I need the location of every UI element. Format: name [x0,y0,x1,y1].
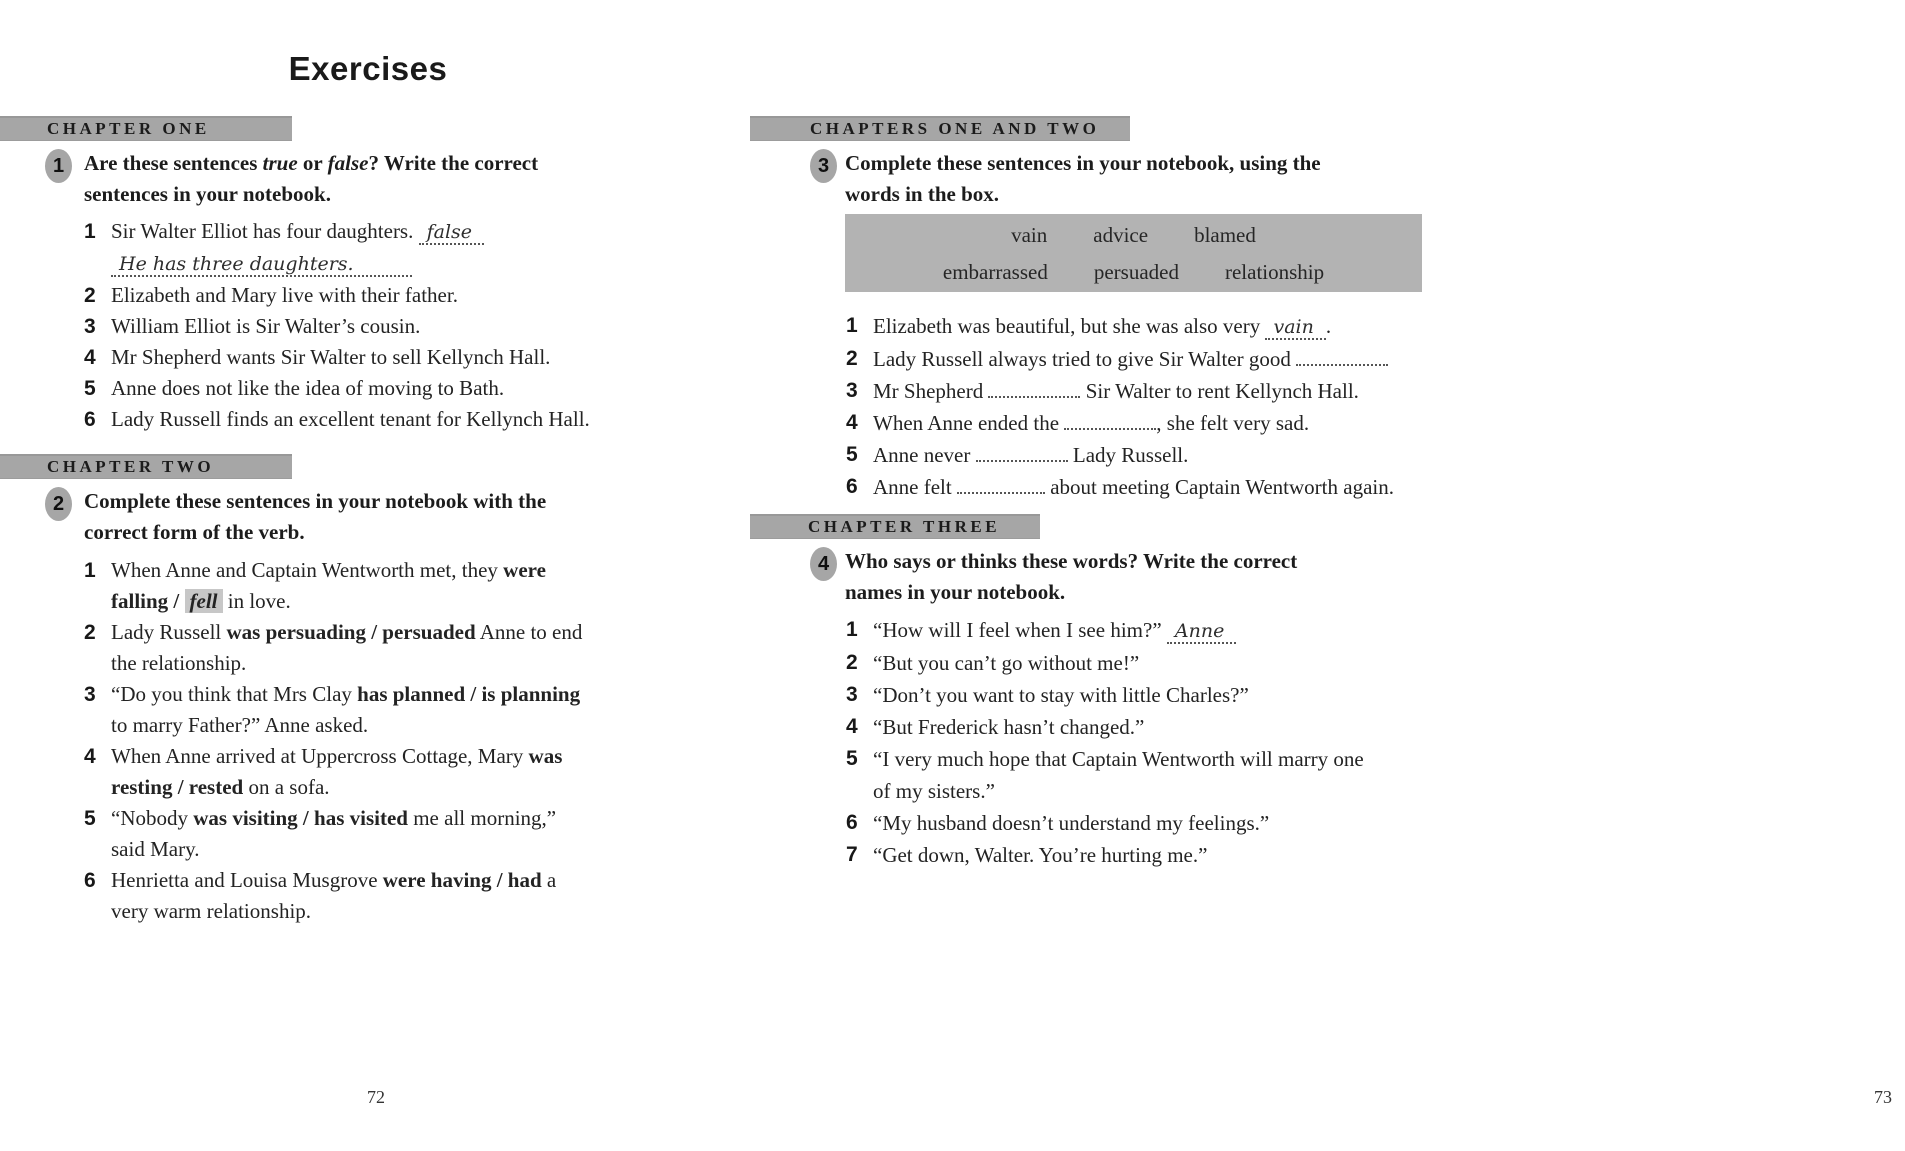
text-segment: Anne to end [475,620,583,644]
chapter-header-label: CHAPTER THREE [808,517,1001,536]
item-number: 3 [846,379,858,402]
item-number: 5 [84,807,96,830]
text-segment: “Get down, Walter. You’re hurting me.” [873,843,1208,867]
item-number: 6 [84,869,96,892]
item-number: 6 [846,475,858,498]
exercise-1-header [45,148,538,210]
exercise-item [84,741,582,803]
item-number: 2 [84,284,96,307]
item-text [111,404,590,435]
handwritten-answer: vain [1265,316,1325,340]
exercise-item [84,216,590,280]
text-segment: Anne does not like the idea of moving to Bath. [111,376,505,400]
exercise-item [84,311,590,342]
text-segment: resting / rested [111,775,244,799]
text-segment: “Do you think that Mrs Clay [111,682,358,706]
text-segment: . [1325,314,1332,338]
text-segment: on a sofa. [243,775,330,799]
text-segment: Henrietta and Louisa Musgrove [111,868,383,892]
text-segment: Complete these sentences in your notebook with the [84,489,547,513]
handwritten-answer: He has three daughters. [111,253,412,277]
exercise-item [84,865,582,927]
exercise-item [84,803,582,865]
chapters-one-and-two-header-bar [750,116,1130,141]
text-segment: Sir Walter Elliot has four daughters. [111,219,419,243]
exercise-3-items [846,310,1394,503]
chapter-header-label: CHAPTERS ONE AND TWO [810,119,1100,138]
item-text [873,343,1388,375]
text-segment: Lady Russell. [1067,443,1189,467]
item-text [111,679,580,741]
item-text [111,617,582,679]
exercise-item [846,407,1394,439]
exercise-item [846,439,1394,471]
text-segment: Sir Walter to rent Kellynch Hall. [1080,379,1359,403]
exercise-2-header [45,486,546,548]
answer-blank [976,455,1068,462]
exercise-instruction [84,486,546,548]
exercise-2-items [84,555,582,927]
text-segment: Anne never [873,443,976,467]
item-number: 3 [846,683,858,706]
exercise-item [84,373,590,404]
item-number: 7 [846,843,858,866]
exercise-item [84,342,590,373]
item-text [111,373,504,404]
word-box-word: embarrassed [942,259,1048,284]
text-segment: very warm relationship. [111,899,312,923]
text-segment: When Anne and Captain Wentworth met, they [111,558,504,582]
text-segment: When Anne arrived at Uppercross Cottage, Mary [111,744,529,768]
exercise-number-badge: 3 [810,149,837,183]
text-segment: was persuading / persuaded [226,620,476,644]
exercise-item [846,375,1394,407]
text-segment: Lady Russell [111,620,227,644]
word-box-word: relationship [1224,259,1325,284]
item-number: 6 [84,408,96,431]
word-box-word: persuaded [1093,259,1179,284]
item-text [111,342,550,373]
item-text [111,216,484,280]
exercise-item [84,404,590,435]
text-segment: , she felt very sad. [1156,411,1310,435]
exercise-number-badge: 1 [45,149,72,183]
text-segment: Anne felt [873,475,957,499]
item-number: 2 [84,621,96,644]
item-number: 4 [846,715,858,738]
text-segment: Elizabeth and Mary live with their father. [111,283,458,307]
exercise-item [846,839,1364,871]
exercise-item [84,280,590,311]
item-text [873,614,1236,647]
item-text [873,375,1359,407]
item-number: 2 [846,347,858,370]
item-text [873,310,1331,343]
word-box-row [845,257,1422,287]
exercise-item [846,679,1364,711]
text-segment: “Nobody [111,806,194,830]
handwritten-answer: Anne [1167,620,1236,644]
item-number: 4 [84,346,96,369]
item-text [873,407,1309,439]
exercise-item [846,343,1394,375]
item-text [873,711,1144,743]
text-segment: were having / had [382,868,542,892]
answer-blank [988,391,1080,398]
text-segment: was [528,744,563,768]
exercise-item [846,471,1394,503]
item-text [111,865,556,927]
text-segment: When Anne ended the [873,411,1065,435]
text-segment: Lady Russell finds an excellent tenant for Kellynch Hall. [111,407,590,431]
exercise-item [84,679,582,741]
chapter-three-header-bar [750,514,1040,539]
item-text [873,839,1207,871]
item-number: 1 [846,314,858,337]
item-number: 3 [84,315,96,338]
chapter-header-label: CHAPTER ONE [47,119,210,138]
exercise-number-badge: 4 [810,547,837,581]
text-segment: fell [185,589,223,613]
text-segment: a [541,868,557,892]
text-segment: “But you can’t go without me!” [873,651,1140,675]
text-segment: Elizabeth was beautiful, but she was also very [873,314,1266,338]
text-segment: Mr Shepherd [873,379,989,403]
text-segment: true [262,151,298,175]
text-segment: about meeting Captain Wentworth again. [1044,475,1394,499]
answer-blank [1296,359,1388,366]
text-segment: correct form of the verb. [84,520,305,544]
page-left [0,0,736,1151]
text-segment: William Elliot is Sir Walter’s cousin. [111,314,421,338]
exercise-item [846,711,1364,743]
text-segment: were [503,558,546,582]
item-number: 1 [84,220,96,243]
item-text [873,679,1249,711]
page-number-left: 72 [367,1087,385,1107]
text-segment: “I very much hope that Captain Wentworth will marry one [873,747,1364,771]
text-segment: names in your notebook. [845,580,1066,604]
exercise-item [84,555,582,617]
item-text [111,803,556,865]
page-number-right: 73 [1874,1087,1892,1107]
exercise-item [846,614,1364,647]
item-number: 6 [846,811,858,834]
exercise-item [846,807,1364,839]
answer-blank [1064,423,1156,430]
exercise-item [846,310,1394,343]
exercise-4-header [810,546,1297,608]
text-segment: “How will I feel when I see him?” [873,618,1167,642]
chapter-one-header-bar [0,116,292,141]
text-segment: sentences in your notebook. [84,182,331,206]
item-number: 1 [846,618,858,641]
item-text [111,555,546,617]
text-segment: Mr Shepherd wants Sir Walter to sell Kellynch Hall. [111,345,551,369]
text-segment: “But Frederick hasn’t changed.” [873,715,1145,739]
text-segment: in love. [222,589,291,613]
word-box-word: vain [1011,222,1048,247]
item-number: 4 [84,745,96,768]
answer-blank [957,487,1045,494]
item-text [111,741,562,803]
word-box [845,214,1422,292]
item-number: 1 [84,559,96,582]
word-box-word: advice [1093,222,1149,247]
item-text [873,743,1364,807]
text-segment: ? Write the correct [368,151,539,175]
item-text [873,471,1394,503]
item-text [111,311,420,342]
word-box-row [845,220,1422,250]
exercise-item [846,647,1364,679]
text-segment: falling / [111,589,185,613]
text-segment: the relationship. [111,651,247,675]
item-number: 3 [84,683,96,706]
text-segment: “Don’t you want to stay with little Charles?” [873,683,1249,707]
chapter-header-label: CHAPTER TWO [47,457,215,476]
text-segment: Complete these sentences in your notebook, using the [845,151,1321,175]
text-segment: Who says or thinks these words? Write the correct [845,549,1298,573]
item-number: 5 [846,443,858,466]
item-text [873,647,1139,679]
text-segment: Are these sentences [84,151,263,175]
handwritten-answer: false [419,221,484,245]
text-segment: me all morning,” [407,806,557,830]
exercise-3-header [810,148,1321,210]
text-segment: or [297,151,328,175]
item-number: 4 [846,411,858,434]
page-right [748,0,1892,1151]
text-segment: words in the box. [845,182,1000,206]
exercise-number-badge: 2 [45,487,72,521]
text-segment: false [327,151,369,175]
text-segment: said Mary. [111,837,200,861]
text-segment: “My husband doesn’t understand my feelings.” [873,811,1270,835]
item-text [873,439,1188,471]
exercise-instruction [845,148,1321,210]
item-text [873,807,1269,839]
item-text [111,280,458,311]
item-number: 5 [846,747,858,770]
chapter-two-header-bar [0,454,292,479]
exercise-instruction [84,148,538,210]
exercise-instruction [845,546,1297,608]
exercise-item [846,743,1364,807]
text-segment: has planned / is planning [357,682,581,706]
exercise-1-items [84,216,590,435]
text-segment: of my sisters.” [873,779,995,803]
exercise-item [84,617,582,679]
item-number: 2 [846,651,858,674]
text-segment: was visiting / has visited [193,806,408,830]
text-segment: to marry Father?” Anne asked. [111,713,369,737]
word-box-word: blamed [1194,222,1256,247]
text-segment: Lady Russell always tried to give Sir Walter good [873,347,1297,371]
exercise-4-items [846,614,1364,871]
item-number: 5 [84,377,96,400]
page-title: Exercises [288,50,448,87]
